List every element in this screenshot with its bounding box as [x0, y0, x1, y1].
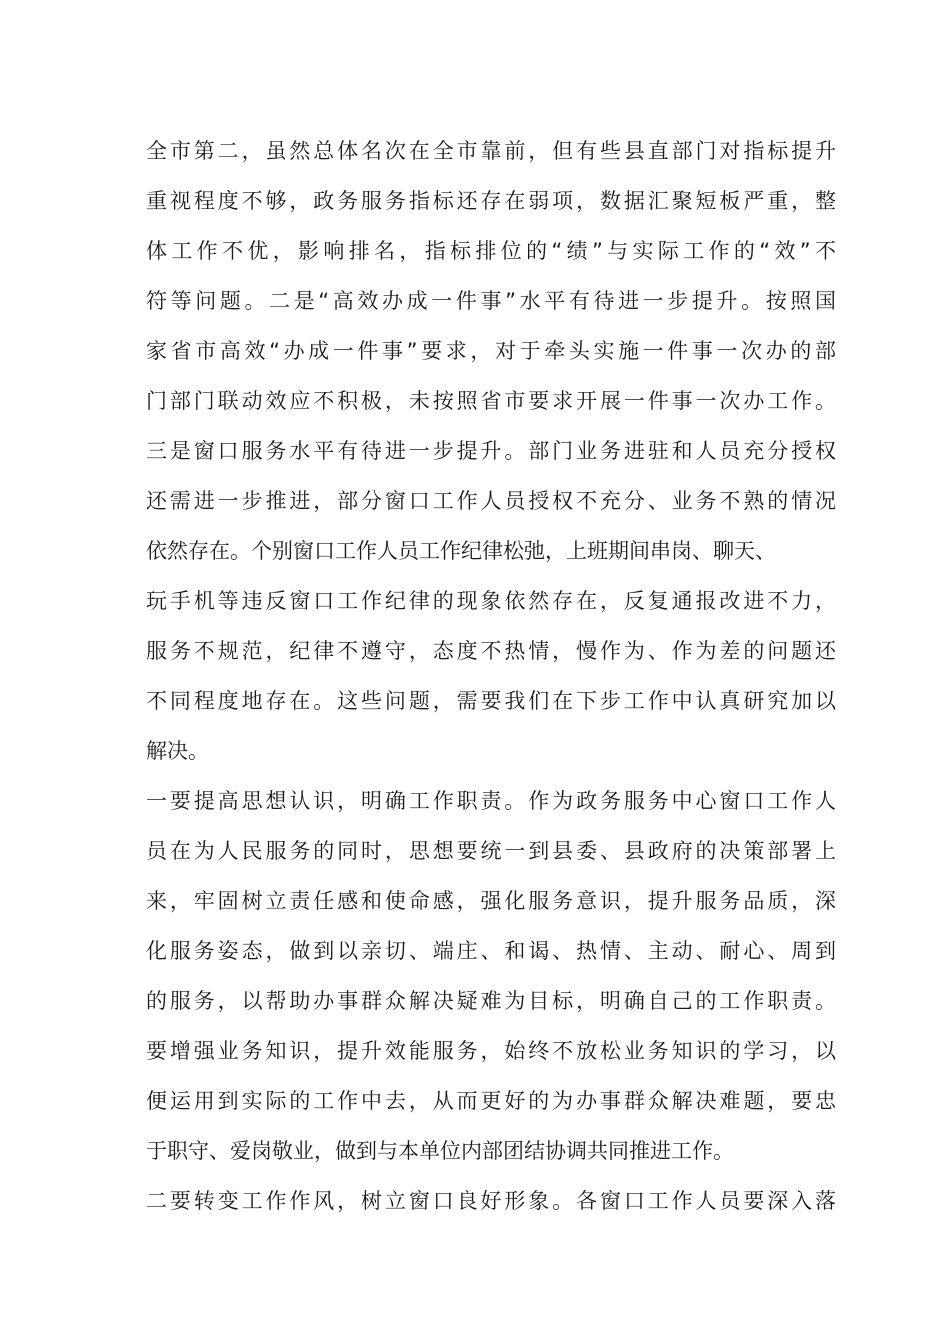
text-line: 二要转变工作作风，树立窗口良好形象。各窗口工作人员要深入落 — [146, 1189, 836, 1213]
body-text — [146, 130, 836, 1230]
text-line: 解决。 — [146, 739, 209, 763]
text-line: 来，牢固树立责任感和使命感，强化服务意识，提升服务品质，深 — [146, 889, 836, 913]
text-line: 符等问题。二是“高效办成一件事”水平有待进一步提升。按照国 — [146, 289, 836, 313]
text-line: 三是窗口服务水平有待进一步提升。部门业务进驻和人员充分授权 — [146, 439, 836, 463]
text-line: 不同程度地存在。这些问题，需要我们在下步工作中认真研究加以 — [146, 689, 836, 713]
text-line: 门部门联动效应不积极，未按照省市要求开展一件事一次办工作。 — [146, 389, 836, 413]
text-line: 全市第二，虽然总体名次在全市靠前，但有些县直部门对指标提升 — [146, 139, 836, 163]
text-line: 员在为人民服务的同时，思想要统一到县委、县政府的决策部署上 — [146, 839, 836, 863]
text-line: 重视程度不够，政务服务指标还存在弱项，数据汇聚短板严重，整 — [146, 189, 836, 213]
text-line: 家省市高效“办成一件事”要求，对于牵头实施一件事一次办的部 — [146, 339, 836, 363]
text-line: 玩手机等违反窗口工作纪律的现象依然存在，反复通报改进不力， — [146, 589, 836, 613]
text-line: 要增强业务知识，提升效能服务，始终不放松业务知识的学习，以 — [146, 1039, 836, 1063]
text-line: 化服务姿态，做到以亲切、端庄、和谒、热情、主动、耐心、周到 — [146, 939, 836, 963]
text-line: 于职守、爱岗敬业，做到与本单位内部团结协调共同推进工作。 — [146, 1139, 734, 1163]
text-line: 的服务，以帮助办事群众解决疑难为目标，明确自己的工作职责。 — [146, 989, 836, 1013]
text-line: 服务不规范，纪律不遵守，态度不热情，慢作为、作为差的问题还 — [146, 639, 836, 663]
text-line: 一要提高思想认识，明确工作职责。作为政务服务中心窗口工作人 — [146, 789, 836, 813]
text-line: 体工作不优，影响排名，指标排位的“绩”与实际工作的“效”不 — [146, 239, 836, 263]
text-line: 依然存在。个别窗口工作人员工作纪律松弛，上班期间串岗、聊天、 — [146, 539, 776, 563]
text-line: 还需进一步推进，部分窗口工作人员授权不充分、业务不熟的情况 — [146, 489, 836, 513]
text-line: 便运用到实际的工作中去，从而更好的为办事群众解决难题，要忠 — [146, 1089, 836, 1113]
